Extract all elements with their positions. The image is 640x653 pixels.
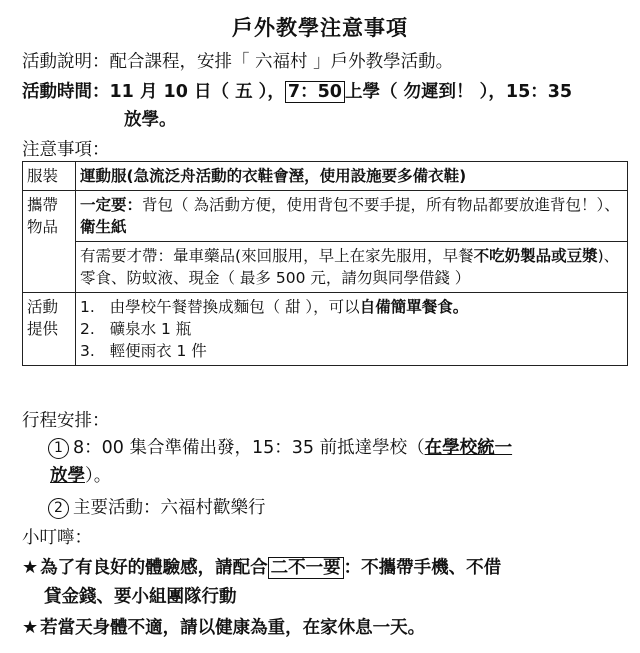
activity-description [22, 48, 453, 73]
optional-bold: 不吃奶製品或豆漿 [473, 247, 598, 265]
reminder-1-line2: 貸金錢、要小組團隊行動 [44, 587, 237, 607]
page-title: 戶外教學注意事項 [232, 16, 408, 40]
table-row-provide [23, 293, 628, 366]
table-row-carry-optional [23, 242, 628, 293]
schedule-item-2 [48, 494, 266, 519]
star-icon: ★ [22, 557, 39, 578]
reminder-1-boxed: 二不一要 [268, 557, 344, 579]
reminder-1 [22, 554, 501, 579]
item-text: 礦泉水 1 瓶 [109, 320, 192, 338]
list-item [80, 296, 623, 318]
reminder-2 [22, 614, 425, 639]
must-text: 背包（ 為活動方便，使用背包不要手提，所有物品都要放進背包！）、 [142, 196, 620, 214]
schedule-item-1-underline-2: 放學 [50, 466, 85, 486]
activity-description-text: 配合課程，安排「 六福村 」戶外教學活動。 [109, 52, 454, 72]
schedule-item-1-underline: 在學校統一 [424, 438, 513, 458]
notes-table [22, 161, 628, 366]
reminder-2-text: 若當天身體不適，請以健康為重，在家休息一天。 [40, 618, 426, 638]
number-1-marker: 1 [48, 438, 69, 459]
optional-text-1: 暈車藥品(來回服用，早上在家先服用，早餐 [173, 247, 474, 265]
carry-must-cell [76, 191, 628, 242]
list-item [80, 340, 623, 362]
item-text: 輕便雨衣 1 件 [109, 342, 207, 360]
reminder-1-text: 為了有良好的體驗感，請配合 [40, 558, 268, 578]
provide-list [76, 293, 628, 366]
schedule-item-1-tail: ）。 [85, 466, 112, 486]
notes-heading: 注意事項： [22, 140, 110, 160]
reminder-heading: 小叮嚀： [22, 528, 92, 548]
table-row-clothing [23, 162, 628, 191]
optional-label: 有需要才帶： [80, 247, 174, 265]
must-label: 一定要： [80, 196, 143, 214]
clothing-text: 運動服(急流泛舟活動的衣鞋會溼，使用設施要多備衣鞋) [76, 162, 628, 191]
activity-time-label: 活動時間： [22, 82, 110, 102]
item-number: 3. [80, 342, 95, 360]
activity-time-line2: 放學。 [124, 110, 177, 130]
schedule-heading: 行程安排： [22, 411, 110, 431]
carry-optional-cell [76, 242, 628, 293]
item-bold: 自備簡單餐食。 [359, 298, 469, 316]
schedule-item-1-line2 [50, 462, 111, 487]
table-row-carry-must [23, 191, 628, 242]
activity-time-date: 11 月 10 日（ 五 ）， [109, 82, 285, 102]
carry-category: 攜帶物品 [23, 191, 76, 293]
schedule-item-2-text: 主要活動：六福村歡樂行 [73, 498, 266, 518]
arrival-time-boxed: 7：50 [285, 81, 345, 103]
item-number: 1. [80, 298, 95, 316]
must-tail: 衛生紙 [80, 218, 127, 236]
optional-text-2: )、零食、防蚊液、現金（ 最多 500 元，請勿與同學借錢 ） [80, 247, 620, 287]
schedule-item-1 [48, 434, 512, 459]
item-text: 由學校午餐替換成麵包（ 甜 ），可以 [109, 298, 360, 316]
provide-category: 活動提供 [23, 293, 76, 366]
reminder-1-rest: ：不攜帶手機、不借 [343, 558, 502, 578]
activity-time [22, 78, 572, 103]
list-item [80, 318, 623, 340]
activity-description-label: 活動說明： [22, 52, 110, 72]
activity-time-rest: 上學（ 勿遲到！ ），15：35 [344, 82, 573, 102]
clothing-category: 服裝 [23, 162, 76, 191]
number-2-marker: 2 [48, 498, 69, 519]
schedule-item-1-text: 8：00 集合準備出發，15：35 前抵達學校（ [73, 438, 425, 458]
item-number: 2. [80, 320, 95, 338]
star-icon: ★ [22, 617, 39, 638]
